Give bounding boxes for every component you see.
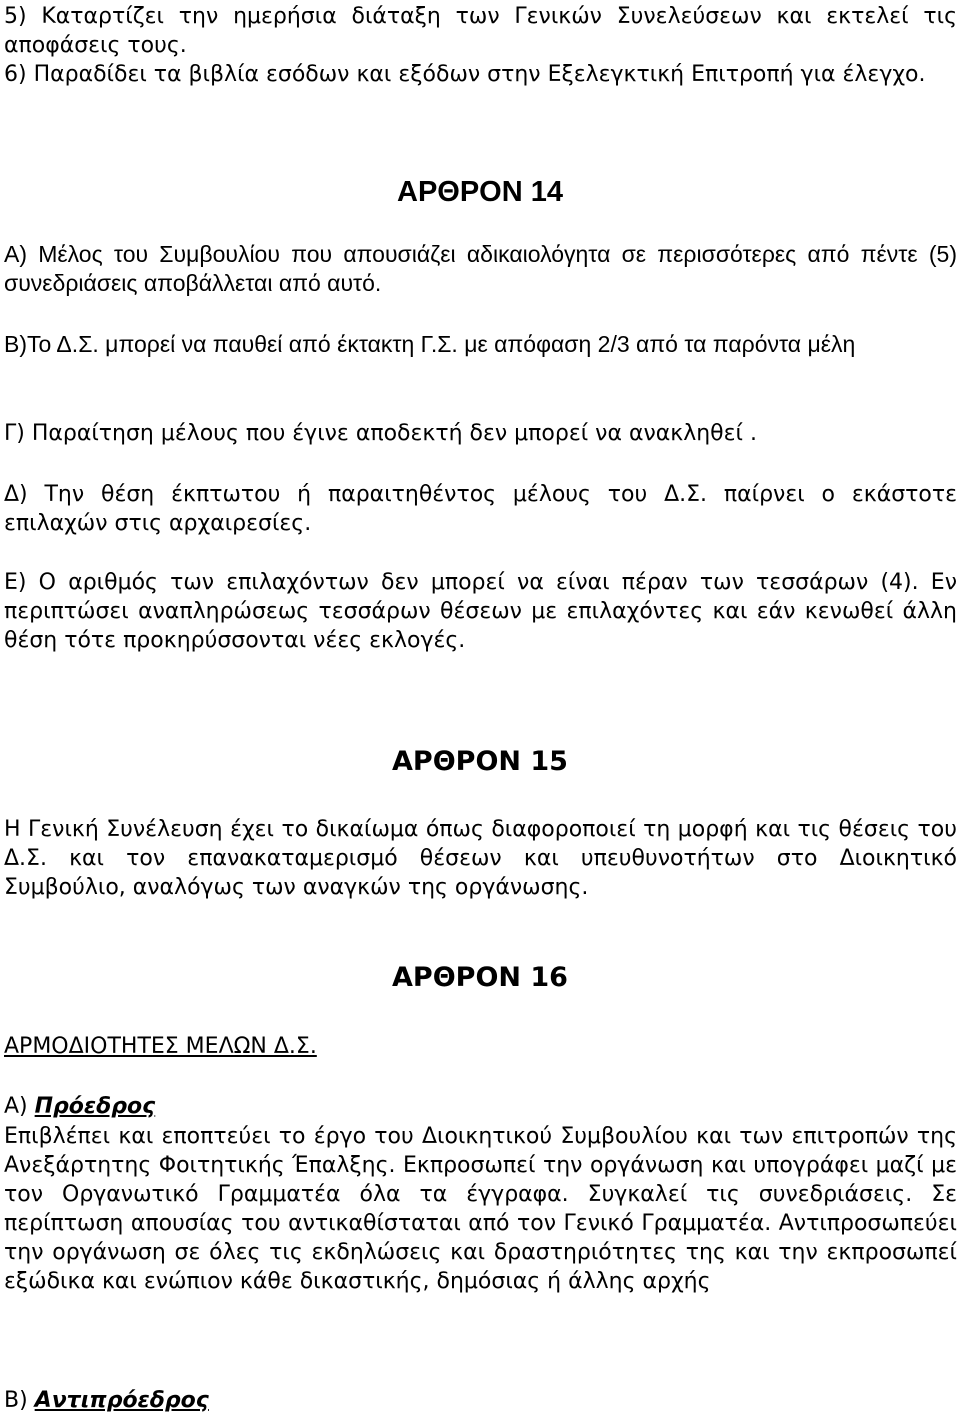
article-14-paragraph-d: Δ) Την θέση έκπτωτου ή παραιτηθέντος μέλους του Δ.Σ. παίρνει ο εκάστοτε επιλαχών στις αρχαιρεσίες. xyxy=(4,482,957,536)
paragraph-item-5: 5) Καταρτίζει την ημερήσια διάταξη των Γενικών Συνελεύσεων και εκτελεί τις αποφάσεις τους. xyxy=(4,4,957,58)
article-14-heading: ΑΡΘΡΟΝ 14 xyxy=(397,176,563,208)
article-14-paragraph-e: Ε) Ο αριθμός των επιλαχόντων δεν μπορεί να είναι πέραν των τεσσάρων (4). Εν περιπτώσει αναπληρώσεως τεσσάρων θέσεων με επιλαχόντες και εάν κενωθεί άλλη θέση τότε προκηρύσσονται νέες εκλογές. xyxy=(4,570,957,653)
article-14-paragraph-c: Γ) Παραίτηση μέλους που έγινε αποδεκτή δεν μπορεί να ανακληθεί . xyxy=(4,421,757,446)
paragraph-item-6: 6) Παραδίδει τα βιβλία εσόδων και εξόδων στην Εξελεγκτική Επιτροπή για έλεγχο. xyxy=(4,62,926,87)
article-14-paragraph-a: Α) Μέλος του Συμβουλίου που απουσιάζει αδικαιολόγητα σε περισσότερες από πέντε (5) συνεδριάσεις αποβάλλεται από αυτό. xyxy=(4,241,957,296)
article-14-paragraph-b: Β)Το Δ.Σ. μπορεί να παυθεί από έκτακτη Γ.Σ. με απόφαση 2/3 από τα παρόντα μέλη xyxy=(4,331,856,357)
president-title-line xyxy=(4,1092,957,1121)
article-15-heading: ΑΡΘΡΟΝ 15 xyxy=(392,746,568,777)
article-16-subheading: ΑΡΜΟΔΙΟΤΗΤΕΣ ΜΕΛΩΝ Δ.Σ. xyxy=(4,1034,317,1059)
article-15-paragraph: Η Γενική Συνέλευση έχει το δικαίωμα όπως διαφοροποιεί τη μορφή και τις θέσεις του Δ.Σ. και τον επανακαταμερισμό θέσεων και υπευθυνοτήτων στο Διοικητικό Συμβούλιο, αναλόγως των αναγκών της οργάνωσης. xyxy=(4,817,957,900)
vice-president-title: Αντιπρόεδρος xyxy=(34,1388,209,1413)
president-prefix: Α) xyxy=(4,1094,35,1119)
vice-president-prefix: Β) xyxy=(4,1388,35,1413)
vice-president-title-line xyxy=(4,1386,957,1415)
article-16-heading: ΑΡΘΡΟΝ 16 xyxy=(392,962,568,993)
president-title: Πρόεδρος xyxy=(34,1094,156,1119)
president-duties-paragraph: Επιβλέπει και εποπτεύει το έργο του Διοικητικού Συμβουλίου και των επιτροπών της Ανεξάρτητης Φοιτητικής Έπαλξης. Εκπροσωπεί την οργάνωση και υπογράφει μαζί με τον Οργανωτικό Γραμματέα όλα τα έγγραφα. Συγκαλεί τις συνεδριάσεις. Σε περίπτωση απουσίας του αντικαθίσταται από τον Γενικό Γραμματέα. Αντιπροσωπεύει την οργάνωση σε όλες τις εκδηλώσεις και δραστηριότητες της και την εκπροσωπεί εξώδικα και ενώπιον κάθε δικαστικής, δημόσιας ή άλλης αρχής xyxy=(4,1124,957,1294)
